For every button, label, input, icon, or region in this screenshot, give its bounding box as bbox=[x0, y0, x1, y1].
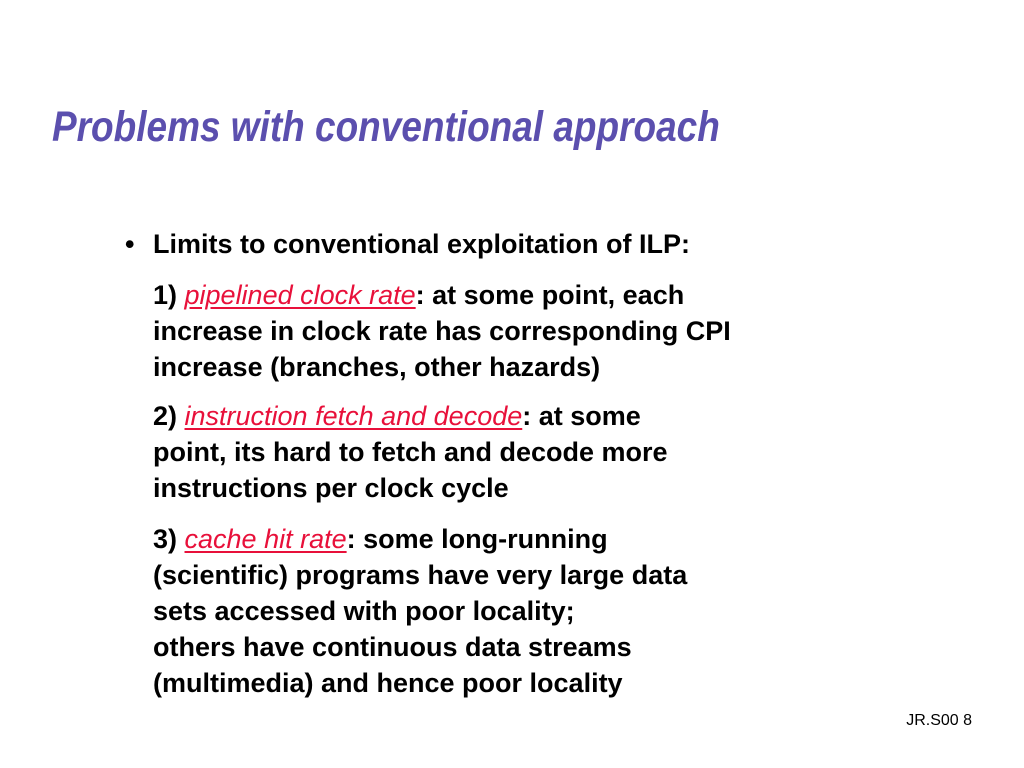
item-text-line: (multimedia) and hence poor locality bbox=[153, 668, 623, 698]
item-first-line bbox=[153, 277, 731, 313]
item-number: 2) bbox=[153, 401, 185, 431]
item-text-line: point, its hard to fetch and decode more bbox=[153, 437, 668, 467]
item-text-line: : at some point, each bbox=[415, 280, 685, 310]
bullet-text: Limits to conventional exploitation of ILP: bbox=[153, 229, 691, 259]
item-term: cache hit rate bbox=[184, 524, 347, 554]
item-term: instruction fetch and decode bbox=[184, 401, 523, 431]
item-text-line: (scientific) programs have very large data bbox=[153, 560, 688, 590]
slide-footer: JR.S00 8 bbox=[906, 712, 972, 729]
list-item-cache-hit-rate bbox=[153, 521, 687, 701]
item-number: 1) bbox=[153, 280, 185, 310]
bullet-item bbox=[125, 226, 690, 262]
item-text-line: sets accessed with poor locality; bbox=[153, 596, 575, 626]
item-first-line bbox=[153, 521, 687, 557]
item-text-line: : some long-running bbox=[346, 524, 608, 554]
bullet-marker: • bbox=[125, 229, 135, 259]
list-item-pipelined-clock-rate bbox=[153, 277, 731, 385]
item-text-line: instructions per clock cycle bbox=[153, 473, 509, 503]
slide-title: Problems with conventional approach bbox=[52, 103, 720, 151]
item-first-line bbox=[153, 398, 668, 434]
item-text-line: increase in clock rate has corresponding CPI bbox=[153, 316, 731, 346]
item-term: pipelined clock rate bbox=[184, 280, 416, 310]
item-number: 3) bbox=[153, 524, 185, 554]
item-text-line: increase (branches, other hazards) bbox=[153, 352, 601, 382]
item-text-line: others have continuous data streams bbox=[153, 632, 632, 662]
list-item-instruction-fetch-and-decode bbox=[153, 398, 668, 506]
item-text-line: : at some bbox=[522, 401, 641, 431]
